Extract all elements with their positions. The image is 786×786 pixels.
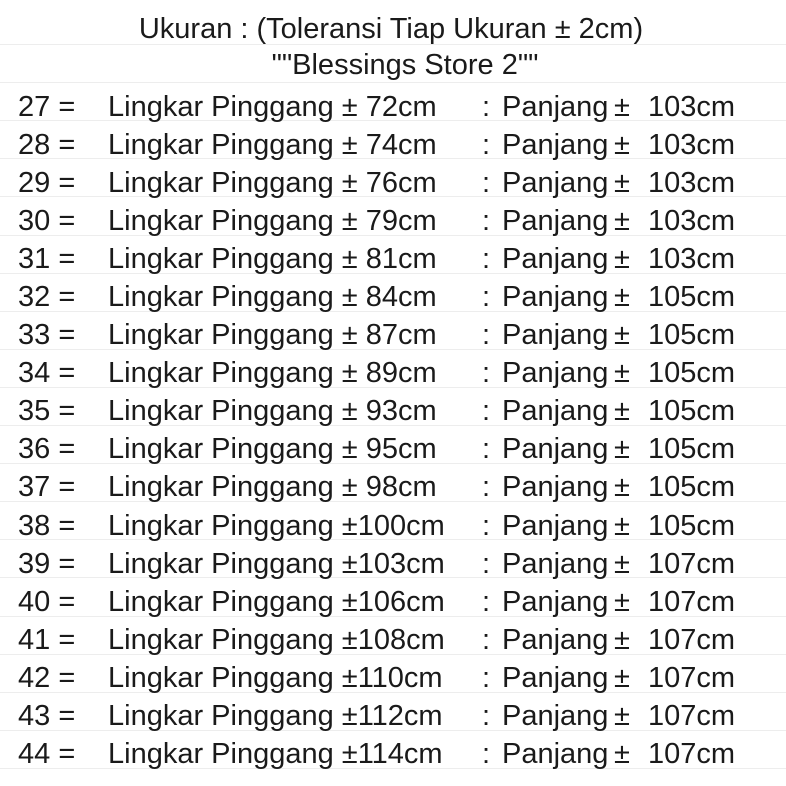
table-row [18, 507, 778, 545]
length-value-cell: 105cm [648, 509, 736, 542]
size-cell: 32 = [18, 281, 76, 314]
waist-cell: Lingkar Pinggang ± 81cm [108, 242, 437, 275]
plus-minus-cell: ± [614, 471, 630, 504]
separator-cell: : [482, 700, 491, 733]
size-cell: 40 = [18, 585, 76, 618]
size-cell: 38 = [18, 509, 76, 542]
separator-cell: : [482, 738, 491, 771]
separator-cell: : [482, 395, 491, 428]
table-row [18, 431, 778, 469]
length-value-cell: 107cm [648, 623, 736, 656]
size-cell: 30 = [18, 204, 76, 237]
waist-cell: Lingkar Pinggang ±110cm [108, 661, 443, 694]
separator-cell: : [482, 509, 491, 542]
length-value-cell: 107cm [648, 661, 736, 694]
size-cell: 27 = [18, 90, 76, 123]
length-label-cell: Panjang [502, 90, 609, 123]
length-value-cell: 103cm [648, 166, 736, 199]
length-value-cell: 105cm [648, 433, 736, 466]
waist-cell: Lingkar Pinggang ± 72cm [108, 90, 437, 123]
table-row [18, 698, 778, 736]
plus-minus-cell: ± [614, 547, 630, 580]
table-row [18, 317, 778, 355]
table-row [18, 355, 778, 393]
length-label-cell: Panjang [502, 471, 609, 504]
length-label-cell: Panjang [502, 204, 609, 237]
separator-cell: : [482, 357, 491, 390]
separator-cell: : [482, 242, 491, 275]
size-cell: 35 = [18, 395, 76, 428]
plus-minus-cell: ± [614, 281, 630, 314]
size-cell: 43 = [18, 700, 76, 733]
waist-cell: Lingkar Pinggang ±100cm [108, 509, 445, 542]
separator-cell: : [482, 433, 491, 466]
size-cell: 41 = [18, 623, 76, 656]
separator-cell: : [482, 623, 491, 656]
table-row [18, 393, 778, 431]
length-label-cell: Panjang [502, 281, 609, 314]
table-row [18, 545, 778, 583]
size-cell: 33 = [18, 319, 76, 352]
separator-cell: : [482, 661, 491, 694]
waist-cell: Lingkar Pinggang ± 98cm [108, 471, 437, 504]
separator-cell: : [482, 471, 491, 504]
length-label-cell: Panjang [502, 128, 609, 161]
waist-cell: Lingkar Pinggang ±108cm [108, 623, 445, 656]
length-value-cell: 103cm [648, 204, 736, 237]
separator-cell: : [482, 319, 491, 352]
length-label-cell: Panjang [502, 738, 609, 771]
length-label-cell: Panjang [502, 623, 609, 656]
size-cell: 34 = [18, 357, 76, 390]
plus-minus-cell: ± [614, 357, 630, 390]
length-value-cell: 105cm [648, 357, 736, 390]
length-label-cell: Panjang [502, 357, 609, 390]
size-cell: 42 = [18, 661, 76, 694]
length-label-cell: Panjang [502, 547, 609, 580]
waist-cell: Lingkar Pinggang ± 87cm [108, 319, 437, 352]
table-row [18, 736, 778, 774]
store-name: ""Blessings Store 2"" [271, 49, 539, 81]
length-label-cell: Panjang [502, 433, 609, 466]
length-value-cell: 105cm [648, 319, 736, 352]
waist-cell: Lingkar Pinggang ±114cm [108, 738, 443, 771]
ruled-line [0, 82, 786, 83]
plus-minus-cell: ± [614, 242, 630, 275]
waist-cell: Lingkar Pinggang ± 95cm [108, 433, 437, 466]
plus-minus-cell: ± [614, 623, 630, 656]
table-row [18, 583, 778, 621]
length-label-cell: Panjang [502, 700, 609, 733]
separator-cell: : [482, 547, 491, 580]
plus-minus-cell: ± [614, 738, 630, 771]
waist-cell: Lingkar Pinggang ±112cm [108, 700, 443, 733]
size-cell: 39 = [18, 547, 76, 580]
table-row [18, 278, 778, 316]
size-cell: 36 = [18, 433, 76, 466]
length-value-cell: 105cm [648, 395, 736, 428]
table-row [18, 240, 778, 278]
length-value-cell: 103cm [648, 90, 736, 123]
size-cell: 31 = [18, 242, 76, 275]
table-row [18, 659, 778, 697]
plus-minus-cell: ± [614, 433, 630, 466]
table-row [18, 202, 778, 240]
length-value-cell: 107cm [648, 700, 736, 733]
waist-cell: Lingkar Pinggang ± 89cm [108, 357, 437, 390]
plus-minus-cell: ± [614, 585, 630, 618]
plus-minus-cell: ± [614, 661, 630, 694]
plus-minus-cell: ± [614, 166, 630, 199]
length-value-cell: 105cm [648, 471, 736, 504]
separator-cell: : [482, 128, 491, 161]
plus-minus-cell: ± [614, 319, 630, 352]
plus-minus-cell: ± [614, 90, 630, 123]
table-row [18, 469, 778, 507]
length-label-cell: Panjang [502, 585, 609, 618]
plus-minus-cell: ± [614, 509, 630, 542]
plus-minus-cell: ± [614, 395, 630, 428]
size-table [18, 88, 778, 774]
plus-minus-cell: ± [614, 128, 630, 161]
size-cell: 28 = [18, 128, 76, 161]
length-value-cell: 107cm [648, 585, 736, 618]
length-label-cell: Panjang [502, 242, 609, 275]
plus-minus-cell: ± [614, 204, 630, 237]
table-row [18, 164, 778, 202]
waist-cell: Lingkar Pinggang ± 74cm [108, 128, 437, 161]
size-cell: 37 = [18, 471, 76, 504]
separator-cell: : [482, 281, 491, 314]
separator-cell: : [482, 204, 491, 237]
length-value-cell: 103cm [648, 242, 736, 275]
length-value-cell: 105cm [648, 281, 736, 314]
length-label-cell: Panjang [502, 509, 609, 542]
separator-cell: : [482, 585, 491, 618]
waist-cell: Lingkar Pinggang ± 79cm [108, 204, 437, 237]
table-row [18, 126, 778, 164]
waist-cell: Lingkar Pinggang ± 76cm [108, 166, 437, 199]
waist-cell: Lingkar Pinggang ± 93cm [108, 395, 437, 428]
size-cell: 29 = [18, 166, 76, 199]
length-label-cell: Panjang [502, 319, 609, 352]
separator-cell: : [482, 166, 491, 199]
length-value-cell: 107cm [648, 547, 736, 580]
length-label-cell: Panjang [502, 166, 609, 199]
size-chart-title: Ukuran : (Toleransi Tiap Ukuran ± 2cm) [138, 13, 644, 45]
table-row [18, 88, 778, 126]
length-label-cell: Panjang [502, 395, 609, 428]
waist-cell: Lingkar Pinggang ±103cm [108, 547, 445, 580]
length-value-cell: 107cm [648, 738, 736, 771]
waist-cell: Lingkar Pinggang ±106cm [108, 585, 445, 618]
separator-cell: : [482, 90, 491, 123]
table-row [18, 621, 778, 659]
length-value-cell: 103cm [648, 128, 736, 161]
size-cell: 44 = [18, 738, 76, 771]
length-label-cell: Panjang [502, 661, 609, 694]
waist-cell: Lingkar Pinggang ± 84cm [108, 281, 437, 314]
plus-minus-cell: ± [614, 700, 630, 733]
